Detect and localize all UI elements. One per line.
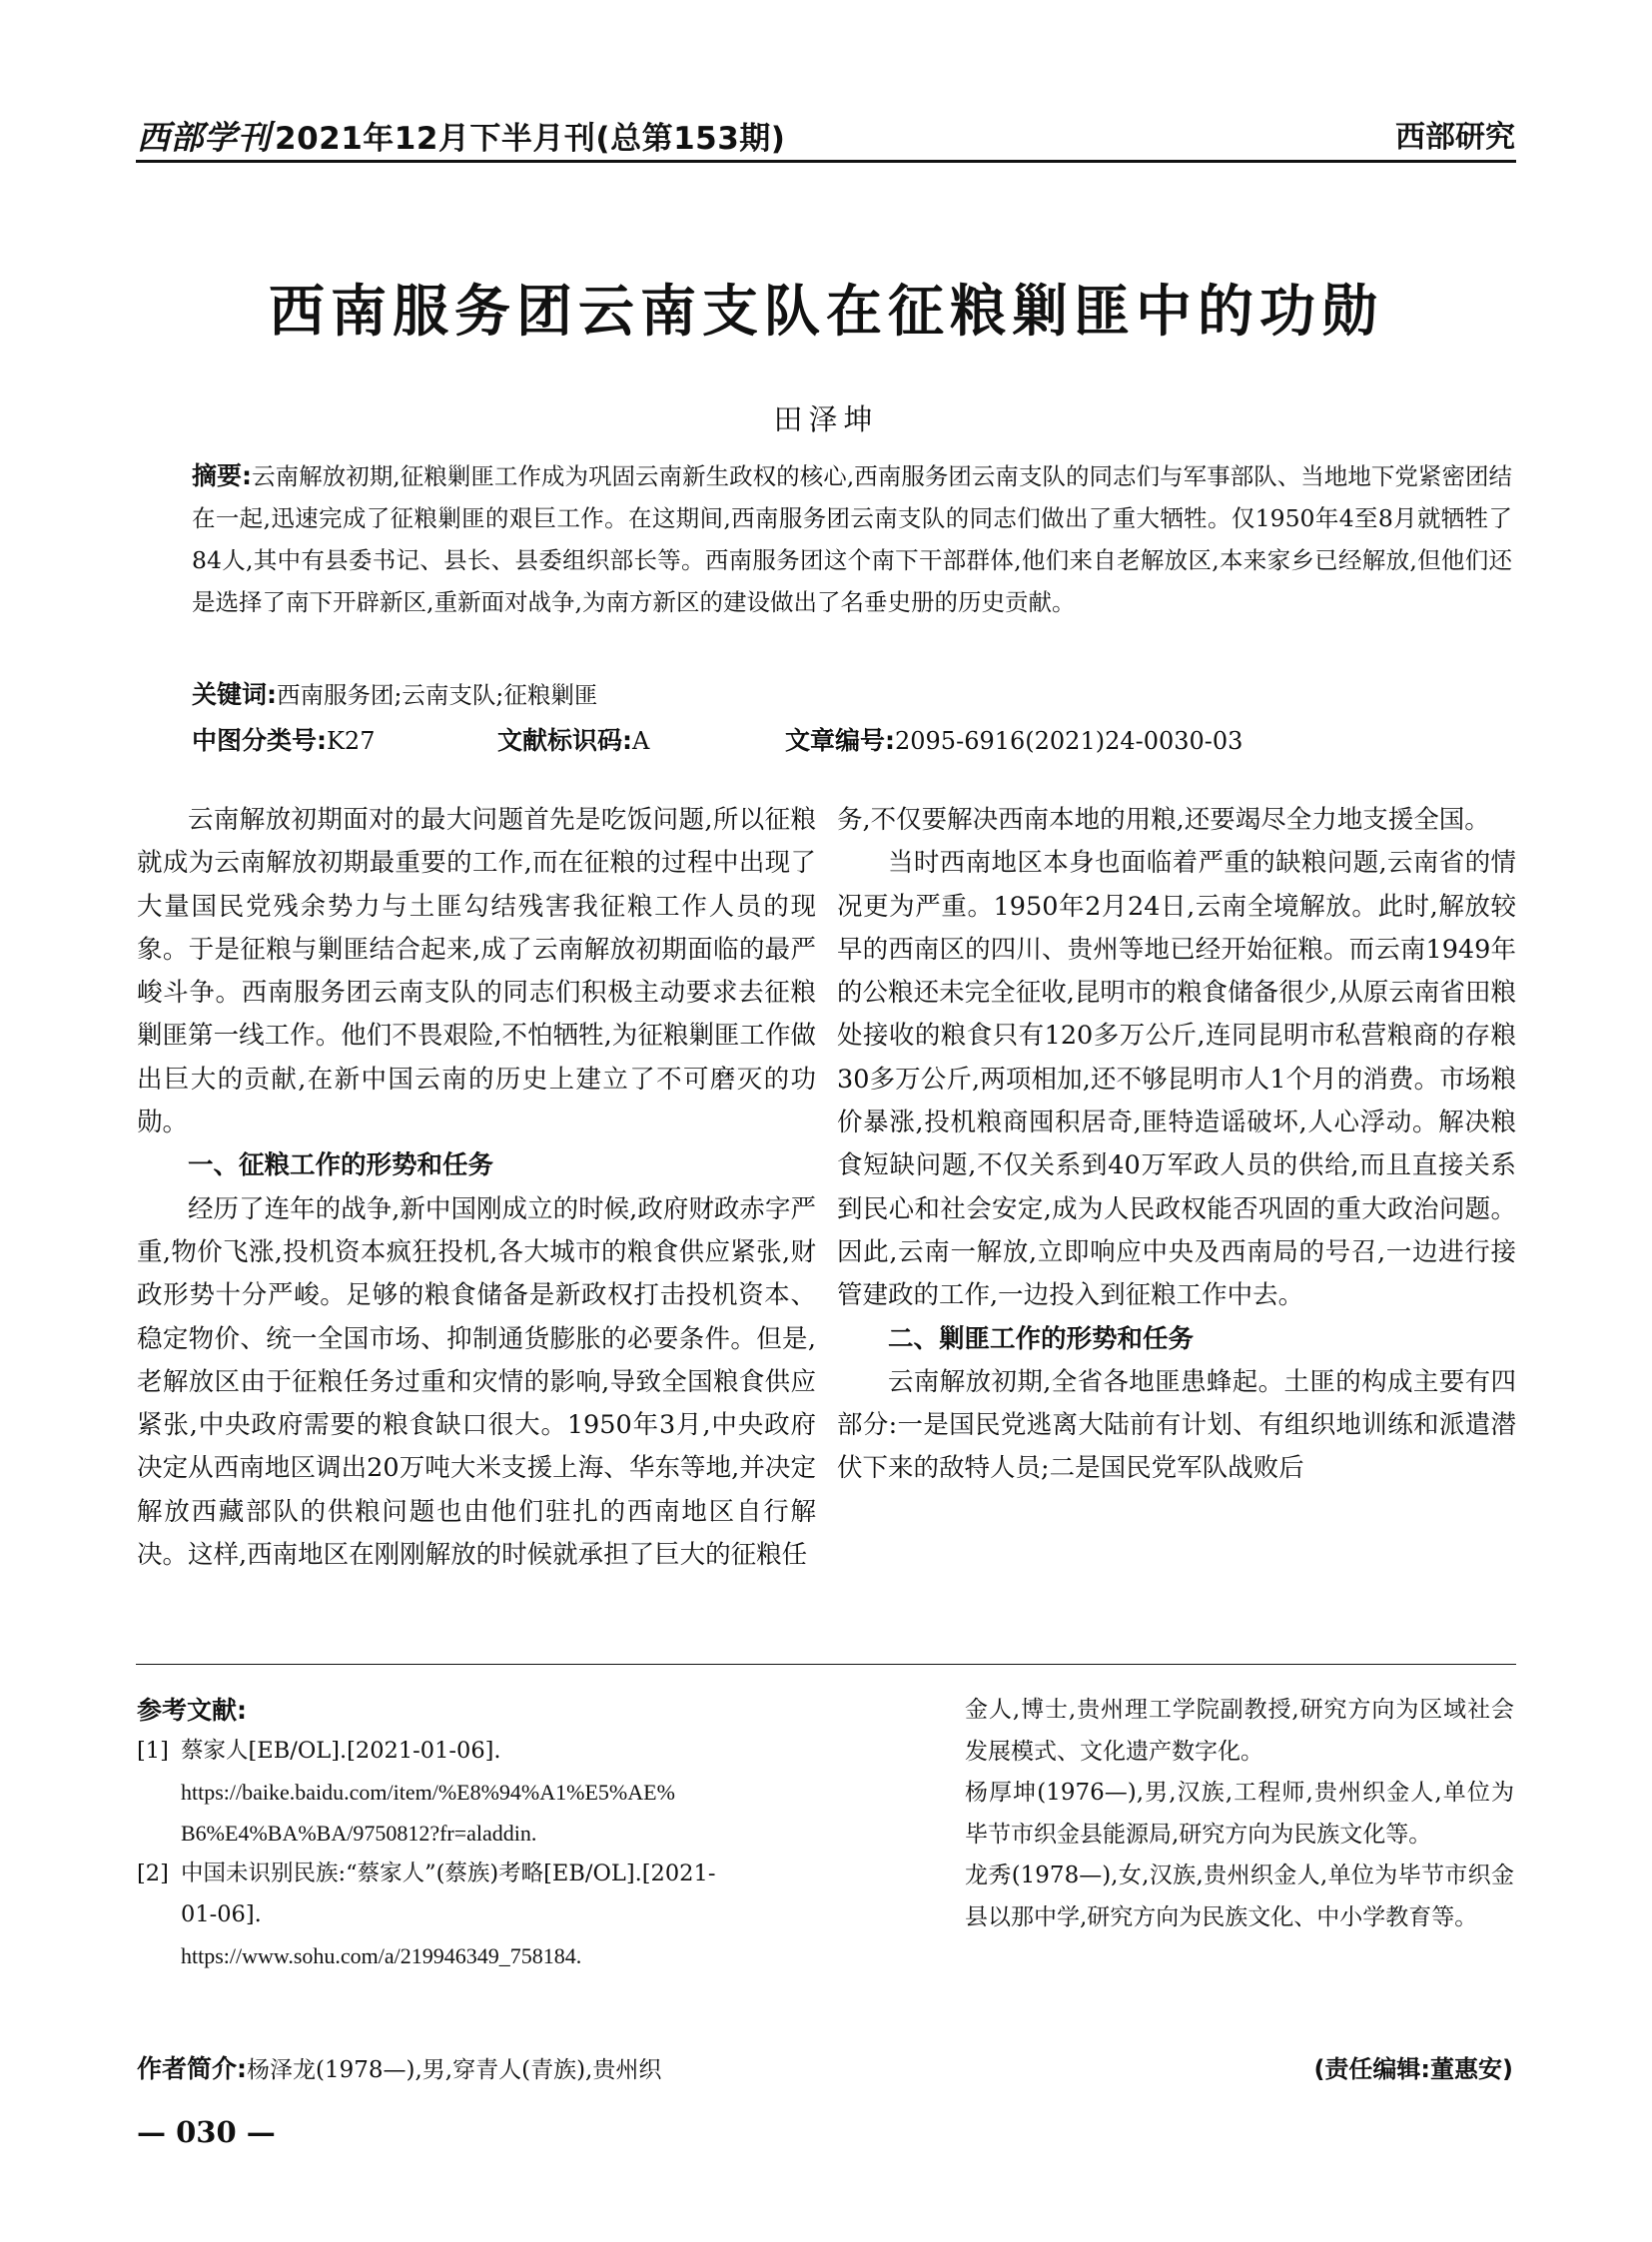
reference-url: https://baike.baidu.com/item/%E8%94%A1%E5%AE% <box>181 1780 675 1805</box>
doc-code: 文献标识码:A <box>497 726 650 755</box>
article-title: 西南服务团云南支队在征粮剿匪中的功勋 <box>269 280 1383 345</box>
body-paragraph: 云南解放初期,全省各地匪患蜂起。土匪的构成主要有四部分:一是国民党逃离大陆前有计划、有组织地训练和派遣潜伏下来的敌特人员;二是国民党军队战败后 <box>837 1366 1516 1484</box>
author-bio: 金人,博士,贵州理工学院副教授,研究方向为区域社会发展模式、文化遗产数字化。 <box>965 1697 1514 1765</box>
body-paragraph: 务,不仅要解决西南本地的用粮,还要竭尽全力地支援全国。 <box>837 805 1490 835</box>
article-number: 文章编号:2095-6916(2021)24-0030-03 <box>785 726 1243 755</box>
reference-item: [2] 中国未识别民族:“蔡家人”(蔡族)考略[EB/OL].[2021- <box>137 1861 716 1886</box>
section-label: 西部研究 <box>1395 120 1515 155</box>
body-paragraph: 当时西南地区本身也面临着严重的缺粮问题,云南省的情况更为严重。1950年2月24日,云南全境解放。此时,解放较早的西南区的四川、贵州等地已经开始征粮。而云南1949年的公粮还未完全征收,昆明市的粮食储备很少,从原云南省田粮处接收的粮食只有120多万公斤,连同昆明市私营粮商的存粮30多万公斤,两项相加,还不够昆明市人1个月的消费。市场粮价暴涨,投机粮商囤积居奇,匪特造谣破坏,人心浮动。解决粮食短缺问题,不仅关系到40万军政人员的供给,而且直接关系到民心和社会安定,成为人民政权能否巩固的重大政治问题。因此,云南一解放,立即响应中央及西南局的号召,一边进行接管建政的工作,一边投入到征粮工作中去。 <box>837 848 1516 1311</box>
author-bios <box>965 1690 1514 1938</box>
body-column-left <box>137 799 816 1577</box>
abstract <box>192 455 1512 623</box>
article-author: 田泽坤 <box>773 402 879 436</box>
abstract-label: 摘要: <box>192 461 253 490</box>
references <box>137 1690 826 1976</box>
journal-logo: 西部学刊 <box>137 118 271 157</box>
author-bio: 杨厚坤(1976—),男,汉族,工程师,贵州织金人,单位为毕节市织金县能源局,研究方向为民族文化等。 <box>965 1780 1514 1848</box>
section-heading-2: 二、剿匪工作的形势和任务 <box>888 1323 1195 1354</box>
author-intro-label: 作者简介: <box>137 2054 247 2083</box>
header-rule <box>136 160 1516 163</box>
reference-text: 01-06]. <box>181 1901 262 1927</box>
keywords-text: 西南服务团;云南支队;征粮剿匪 <box>277 681 598 709</box>
clc-code: 中图分类号:K27 <box>192 726 376 755</box>
body-column-right <box>837 799 1516 1491</box>
body-paragraph: 云南解放初期面对的最大问题首先是吃饭问题,所以征粮就成为云南解放初期最重要的工作,而在征粮的过程中出现了大量国民党残余势力与土匪勾结残害我征粮工作人员的现象。于是征粮与剿匪结合起来,成了云南解放初期面临的最严峻斗争。西南服务团云南支队的同志们积极主动要求去征粮剿匪第一线工作。他们不畏艰险,不怕牺牲,为征粮剿匪工作做出巨大的贡献,在新中国云南的历史上建立了不可磨灭的功勋。 <box>137 805 816 1138</box>
responsible-editor: (责任编辑:董惠安) <box>1313 2055 1513 2083</box>
keywords-label: 关键词: <box>192 680 277 709</box>
author-bio: 龙秀(1978—),女,汉族,贵州织金人,单位为毕节市织金县以那中学,研究方向为民族文化、中小学教育等。 <box>965 1863 1514 1930</box>
section-heading-1: 一、征粮工作的形势和任务 <box>188 1150 494 1181</box>
footnote-separator <box>136 1664 1516 1665</box>
abstract-text: 云南解放初期,征粮剿匪工作成为巩固云南新生政权的核心,西南服务团云南支队的同志们与军事部队、当地地下党紧密团结在一起,迅速完成了征粮剿匪的艰巨工作。在这期间,西南服务团云南支队的同志们做出了重大牺牲。仅1950年4至8月就牺牲了84人,其中有县委书记、县长、县委组织部长等。西南服务团这个南下干部群体,他们来自老解放区,本来家乡已经解放,但他们还是选择了南下开辟新区,重新面对战争,为南方新区的建设做出了名垂史册的历史贡献。 <box>192 462 1512 616</box>
keywords <box>192 675 597 711</box>
page-number: — 030 — <box>137 2115 276 2149</box>
reference-item: [1] 蔡家人[EB/OL].[2021-01-06]. <box>137 1738 501 1764</box>
reference-url: B6%E4%BA%BA/9750812?fr=aladdin. <box>181 1821 537 1846</box>
running-header-issue <box>137 112 785 159</box>
issue-label: 2021年12月下半月刊(总第153期) <box>275 121 786 157</box>
reference-url: https://www.sohu.com/a/219946349_758184. <box>181 1943 582 1968</box>
author-intro: 作者简介:杨泽龙(1978—),男,穿青人(青族),贵州织 <box>137 2054 662 2083</box>
references-heading: 参考文献: <box>137 1696 247 1725</box>
body-paragraph: 经历了连年的战争,新中国刚成立的时候,政府财政赤字严重,物价飞涨,投机资本疯狂投机,各大城市的粮食供应紧张,财政形势十分严峻。足够的粮食储备是新政权打击投机资本、稳定物价、统一全国市场、抑制通货膨胀的必要条件。但是,老解放区由于征粮任务过重和灾情的影响,导致全国粮食供应紧张,中央政府需要的粮食缺口很大。1950年3月,中央政府决定从西南地区调出20万吨大米支援上海、华东等地,并决定解放西藏部队的供粮问题也由他们驻扎的西南地区自行解决。这样,西南地区在刚刚解放的时候就承担了巨大的征粮任 <box>137 1193 816 1571</box>
